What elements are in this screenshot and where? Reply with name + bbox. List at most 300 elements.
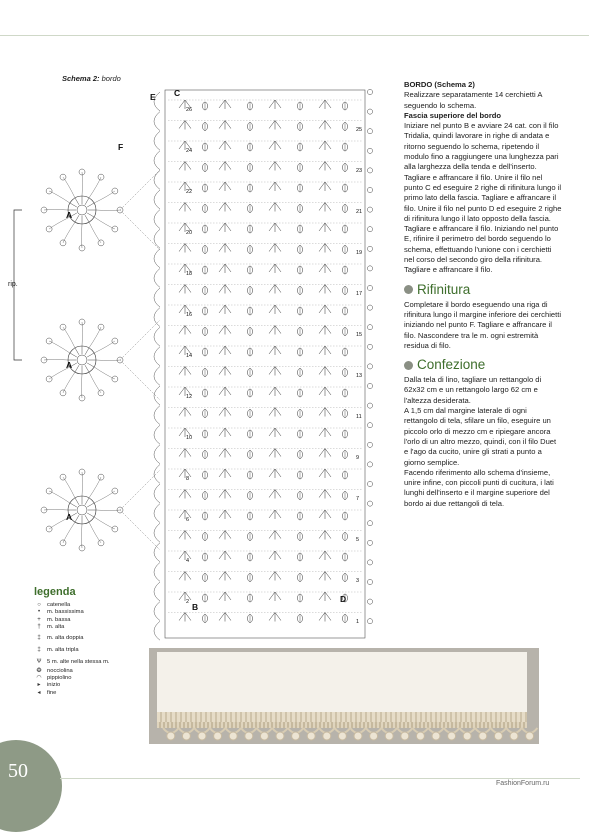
stitch-group [343,410,348,418]
legend-item [34,675,154,682]
stitch-group [248,369,253,377]
spoke-stitch [70,503,77,507]
triple-dc-icon: ‡ [37,646,41,653]
stitch-group [343,492,348,500]
picot-stitch [367,187,372,192]
stitch-group [248,143,253,151]
stitch-group [319,244,331,253]
stitch-group [179,551,191,560]
stitch-group [219,449,231,458]
stitch-group [179,367,191,376]
picot-stitch [367,246,372,251]
edge-arc [154,131,160,150]
spoke-stitch [87,203,94,207]
picot-stitch [367,383,372,388]
stitch-group [219,346,231,355]
edge-arc [154,229,160,248]
stitch-group [343,266,348,274]
stitch-group [343,348,348,356]
stitch-group [203,389,208,397]
stitch-group [248,164,253,172]
chain-arc [63,327,75,348]
legend-item [34,668,154,675]
stitch-group [179,449,191,458]
picot-stitch [367,285,372,290]
legend-item [34,617,154,624]
legend-item-label: m. bassa [47,616,71,623]
lace-flower [229,732,237,740]
stitch-group [269,572,281,581]
stitch-group [298,512,303,520]
stitch-group [269,264,281,273]
chain-arc [89,372,101,393]
stitch-group [269,182,281,191]
row-number: 7 [356,496,360,502]
spoke-stitch [85,348,89,355]
stitch-group [319,264,331,273]
motif-circles [41,169,160,551]
spoke-stitch [70,203,77,207]
edge-arc [154,621,160,640]
stitch-group [269,141,281,150]
stitch-group [319,592,331,601]
spoke-stitch [70,353,77,357]
stitch-group [203,574,208,582]
point-label: C [174,88,181,98]
spoke-stitch [85,515,89,522]
legend-item-label: nocciolina [47,667,73,674]
stitch-group [343,123,348,131]
stitch-group [269,428,281,437]
picot-stitch [367,423,372,428]
row-number: 10 [186,435,193,441]
row-number: 21 [356,209,363,215]
row-number: 6 [186,517,190,523]
stitch-group [203,533,208,541]
stitch-group [343,430,348,438]
stitch-group [343,615,348,623]
picot-stitch [367,481,372,486]
lace-flower [292,732,300,740]
legend-item-label: pippiolino [47,675,72,682]
stitch-group [219,367,231,376]
edge-arc [154,347,160,366]
stitch-group [269,162,281,171]
stitch-group [298,553,303,561]
stitch-group [203,594,208,602]
stitch-group [269,100,281,109]
row-number: 17 [356,291,363,297]
chain-icon: ○ [37,602,41,608]
legend-item-label: m. alta doppia [47,634,84,641]
join-line [120,210,160,250]
fascia-heading: Fascia superiore del bordo [404,110,502,120]
legend-item [34,644,154,656]
stitch-group [203,328,208,336]
stitch-group [269,408,281,417]
chain-arc [49,191,70,203]
lace-flower [260,732,268,740]
stitch-group [248,492,253,500]
join-line [120,320,160,360]
legend-item-label: m. alta [47,624,65,631]
stitch-group [319,387,331,396]
stitch-group [219,285,231,294]
motif-circle [41,169,160,251]
stitch-group [179,613,191,622]
join-line [120,510,160,550]
stitch-group [298,225,303,233]
stitch-group [298,246,303,254]
stitch-group [269,121,281,130]
stitch-group [269,285,281,294]
stitch-group [319,121,331,130]
stitch-group [179,121,191,130]
legend [34,586,154,697]
picot-stitch [367,325,372,330]
lace-flower [167,732,175,740]
lace-flower [479,732,487,740]
stitch-group [298,184,303,192]
stitch-group [179,203,191,212]
picot-stitch [367,619,372,624]
stitch-group [343,164,348,172]
stitch-group [179,592,191,601]
stitch-group [343,184,348,192]
row-number: 3 [356,578,360,584]
lace-flower [526,732,534,740]
start-icon: ▸ [37,682,41,689]
stitch-group [298,389,303,397]
stitch-group [298,287,303,295]
stitch-group [343,102,348,110]
chain-arc [89,522,101,543]
legend-item [34,602,154,609]
lace-flower [182,732,190,740]
stitch-group [298,102,303,110]
chain-arc [89,177,101,198]
spoke-stitch [87,353,94,357]
stitch-group [319,490,331,499]
edge-arc [154,268,160,287]
spoke-stitch [75,348,79,355]
stitch-group [343,471,348,479]
lace-flower [354,732,362,740]
legend-title: legenda [34,586,76,598]
point-label: A [66,360,73,370]
spoke-stitch [87,513,94,517]
chain-arc [96,510,120,511]
stitch-group [343,225,348,233]
stitch-group [248,410,253,418]
stitch-group [203,492,208,500]
stitch-group [179,469,191,478]
stitch-group [269,613,281,622]
stitch-group [269,387,281,396]
stitch-group [319,100,331,109]
stitch-group [219,387,231,396]
row-number: 26 [186,107,193,113]
chain-arc [63,222,75,243]
stitch-group [298,266,303,274]
spoke-stitch [87,213,94,217]
chain-arc [96,360,120,361]
confezione-paragraph-1: Dalla tela di lino, tagliare un rettangolo di 62x32 cm e un rettangolo largo 62 cm e l'altezza desiderata. [404,375,542,405]
stitch-group [343,533,348,541]
stitch-group [319,162,331,171]
short-dc-icon: • [37,609,41,616]
edge-arc [154,366,160,385]
stitch-group [269,367,281,376]
chain-arc [63,372,75,393]
bordo-heading: BORDO (Schema 2) [404,80,475,89]
stitch-group [343,574,348,582]
bullet-dot-icon [404,285,413,294]
bobble-icon: ❂ [36,667,42,674]
stitch-group [219,244,231,253]
edge-arc [154,308,160,327]
stitch-group [343,451,348,459]
row-number: 8 [186,476,190,482]
stitch-group [319,326,331,335]
legend-items [34,602,154,697]
stitch-group [269,244,281,253]
picot-stitch [367,305,372,310]
stitch-group [248,102,253,110]
join-line [120,170,160,210]
stitch-group [248,246,253,254]
stitch-group [248,123,253,131]
stitch-group [248,225,253,233]
chain-arc [63,177,75,198]
page-number-circle [0,740,62,832]
end-icon: ◂ [37,689,41,696]
stitch-group [203,246,208,254]
picot-stitch [367,344,372,349]
repeat-label: rip. [8,281,18,288]
stitch-group [319,285,331,294]
stitch-group [269,203,281,212]
double-dc-icon: ‡ [37,634,41,641]
spoke-stitch [85,215,89,222]
stitch-group [269,223,281,232]
lace-flower [385,732,393,740]
bordo-paragraph: Realizzare separatamente 14 cerchietti A seguendo lo schema. [404,90,543,110]
picot-stitch [367,442,372,447]
stitch-group [203,123,208,131]
row-number: 16 [186,312,193,318]
stitch-group [298,594,303,602]
lace-flower [307,732,315,740]
edge-arc [154,288,160,307]
row-number: 19 [356,250,363,256]
legend-item [34,690,154,697]
stitch-group [203,205,208,213]
stitch-group [248,451,253,459]
stitch-group [319,551,331,560]
lace-flower [338,732,346,740]
point-label: D [340,594,347,604]
point-label: F [118,142,124,152]
stitch-group [203,102,208,110]
stitch-group [319,182,331,191]
stitch-group [319,408,331,417]
lace-border-photo [149,648,539,744]
stitch-group [179,162,191,171]
stitch-group [269,592,281,601]
confezione-paragraph-3: Facendo riferimento allo schema d'insieme, unire infine, con piccoli punti di cucitura, i lati lunghi dell'inserto e il margine superiore del bordo ai due rettangoli di tela. [404,467,554,508]
stitch-group [319,572,331,581]
edge-arc [154,327,160,346]
picot-stitch [367,89,372,94]
edge-arc [154,170,160,189]
row-number: 1 [356,619,360,625]
motif-circle [41,319,160,401]
picot-icon: ◠ [36,675,42,682]
site-watermark: FashionForum.ru [496,780,550,787]
motif-center-ring [77,205,87,215]
picot-stitch [367,521,372,526]
stitch-group [248,615,253,623]
stitch-group [343,389,348,397]
stitch-group [298,615,303,623]
spoke-stitch [85,498,89,505]
stitch-group [248,328,253,336]
stitch-group [219,531,231,540]
row-number: 22 [186,189,193,195]
dc-icon: † [37,624,41,631]
footer-rule [60,778,580,779]
stitch-group [248,512,253,520]
stitch-group [203,410,208,418]
stitch-group [343,369,348,377]
lace-flower [510,732,518,740]
edge-arc [154,445,160,464]
stitch-group [319,367,331,376]
stitch-group [298,471,303,479]
stitch-group [203,430,208,438]
spoke-stitch [85,365,89,372]
stitch-group [319,305,331,314]
chain-arc [89,222,101,243]
motif-center-ring [77,505,87,515]
chain-arc [94,217,115,229]
stitch-group [248,348,253,356]
stitch-group [203,348,208,356]
row-number: 9 [356,455,360,461]
stitch-group [269,510,281,519]
row-number: 20 [186,230,193,236]
rifinitura-heading: Rifinitura [417,281,471,297]
edge-arc [154,523,160,542]
stitch-group [219,100,231,109]
row-number: 14 [186,353,193,359]
lace-flower [370,732,378,740]
stitch-group [343,328,348,336]
confezione-section-heading [404,357,562,373]
lace-flower [448,732,456,740]
stitch-group [319,346,331,355]
stitch-group [269,531,281,540]
lace-flower [198,732,206,740]
stitch-group [343,512,348,520]
stitch-group [269,449,281,458]
stitch-group [319,203,331,212]
band-outline [165,90,365,638]
edge-arc [154,249,160,268]
legend-item-label: fine [47,689,57,696]
lace-flower [463,732,471,740]
chain-arc [44,359,68,360]
fascia-paragraph: Iniziare nel punto B e avviare 24 cat. con il filo Tridalia, quindi lavorare in righe di andata e ritorno seguendo lo schema, ripetendo il modulo fino a raggiungere una lunghezza pari alla larghezza della tenda e dell'inserto. Tagliare e affrancare il filo. Unire il filo nel punto C ed eseguire 2 righe di rifinitura lungo il primo lato della fascia. Tagliare e affrancare il filo. Unire il filo nel punto D ed eseguire 2 righe di rifinitura lungo il lato opposto della fascia. Tagliare e affrancare il filo. Iniziando nel punto E, rifinire il perimetro del bordo seguendo lo schema, effettuando l'unione con i cerchietti nel corso del secondo giro della rifinitura. Tagliare e affrancare il filo. [404,121,562,275]
point-label: E [150,92,156,102]
edge-arc [154,562,160,581]
stitch-group [298,410,303,418]
stitch-group [319,531,331,540]
stitch-group [219,141,231,150]
chain-arc [44,509,68,510]
stitch-group [269,305,281,314]
stitch-group [219,572,231,581]
lace-flower [323,732,331,740]
lace-flower [276,732,284,740]
motif-center-ring [77,355,87,365]
stitch-group [298,143,303,151]
stitch-group [343,246,348,254]
edge-arc [154,151,160,170]
lace-flower [432,732,440,740]
stitch-group [219,613,231,622]
stitch-group [343,205,348,213]
legend-item-label: inizio [47,682,61,689]
lace-flower [401,732,409,740]
picot-stitch [367,109,372,114]
rifinitura-paragraph: Completare il bordo eseguendo una riga di rifinitura lungo il margine inferiore dei cerchietti iniziando nel punto F. Tagliare e affrancare il filo. Nascondere tra le m. ogni estremità residua di filo. [404,299,562,350]
chain-arc [63,522,75,543]
picot-stitch [367,501,372,506]
edge-arc [154,504,160,523]
motif-circle [41,469,160,551]
chain-arc [82,322,83,346]
point-label: B [192,602,199,612]
stitch-group [203,553,208,561]
stitch-group [343,553,348,561]
picot-stitch [367,403,372,408]
chain-arc [94,367,115,379]
chain-arc [82,172,83,196]
edge-arc [154,112,160,131]
stitch-group [343,287,348,295]
bullet-dot-icon [404,361,413,370]
stitch-group [248,471,253,479]
stitch-group [219,305,231,314]
row-number: 15 [356,332,363,338]
chain-arc [94,191,115,203]
picot-stitch [367,148,372,153]
stitch-group [298,533,303,541]
legend-item-label: 5 m. alte nella stessa m. [47,658,110,665]
lace-flower [494,732,502,740]
stitch-group [298,307,303,315]
spoke-stitch [75,215,79,222]
chain-arc [96,210,120,211]
stitch-group [219,121,231,130]
stitch-group [298,164,303,172]
chain-arc [63,477,75,498]
stitch-group [219,490,231,499]
stitch-group [298,205,303,213]
stitch-group [248,184,253,192]
